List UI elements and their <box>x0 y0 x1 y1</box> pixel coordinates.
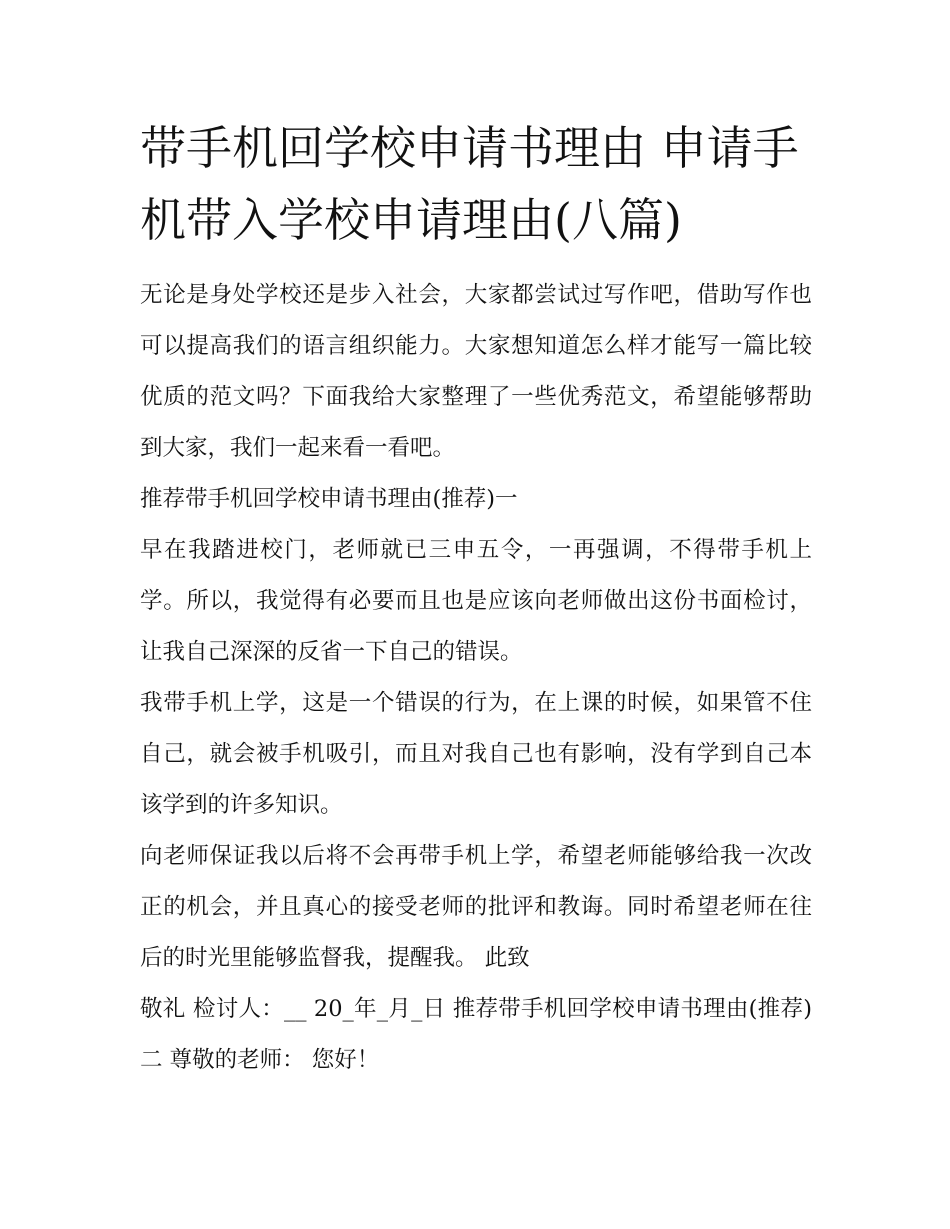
document-title: 带手机回学校申请书理由 申请手机带入学校申请理由(八篇) <box>140 121 799 247</box>
intro-paragraph: 无论是身处学校还是步入社会，大家都尝试过写作吧，借助写作也可以提高我们的语言组织能力。大家想知道怎么样才能写一篇比较优质的范文吗？下面我给大家整理了一些优秀范文，希望能够帮助到大家，我们一起来看一看吧。 <box>140 282 812 461</box>
body-paragraph: 我带手机上学，这是一个错误的行为，在上课的时候，如果管不住自己，就会被手机吸引，而且对我自己也有影响，没有学到自己本该学到的许多知识。 <box>140 690 812 818</box>
body-paragraph: 早在我踏进校门，老师就已三申五令，一再强调，不得带手机上学。所以，我觉得有必要而且也是应该向老师做出这份书面检讨，让我自己深深的反省一下自己的错误。 <box>140 537 812 665</box>
body-paragraph: 向老师保证我以后将不会再带手机上学，希望老师能够给我一次改正的机会，并且真心的接受老师的批评和教诲。同时希望老师在往后的时光里能够监督我，提醒我。 此致 <box>140 843 812 971</box>
document-page <box>140 112 812 1086</box>
closing-paragraph: 敬礼 检讨人：__ 20_年_月_日 推荐带手机回学校申请书理由(推荐)二 尊敬的老师： 您好！ <box>140 996 812 1073</box>
section-heading-one: 推荐带手机回学校申请书理由(推荐)一 <box>140 486 518 512</box>
